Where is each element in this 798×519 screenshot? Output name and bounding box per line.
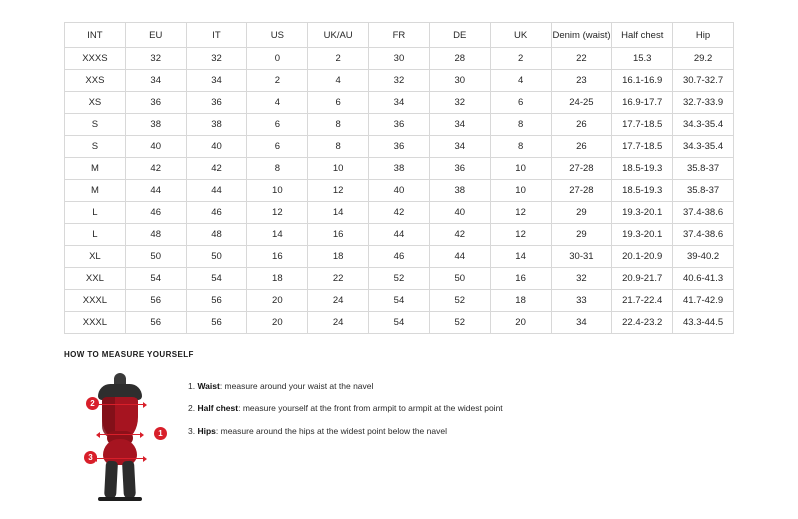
- table-cell: 16.9-17.7: [612, 92, 673, 114]
- table-cell: 52: [429, 290, 490, 312]
- table-cell: XXXL: [65, 312, 126, 334]
- half-chest-measure-arrow-icon: [97, 404, 143, 405]
- table-cell: 30-31: [551, 246, 612, 268]
- table-cell: 43.3-44.5: [673, 312, 734, 334]
- table-cell: 50: [429, 268, 490, 290]
- table-cell: 15.3: [612, 48, 673, 70]
- table-cell: 24: [308, 312, 369, 334]
- table-row: [65, 202, 734, 224]
- table-cell: 18: [308, 246, 369, 268]
- table-cell: 32: [186, 48, 247, 70]
- table-cell: 16: [308, 224, 369, 246]
- table-cell: M: [65, 158, 126, 180]
- table-cell: 23: [551, 70, 612, 92]
- table-cell: 19.3-20.1: [612, 224, 673, 246]
- table-cell: 4: [490, 70, 551, 92]
- table-cell: L: [65, 202, 126, 224]
- measure-note-term: Waist: [197, 381, 220, 391]
- table-cell: 20: [247, 312, 308, 334]
- table-cell: 35.8-37: [673, 158, 734, 180]
- table-cell: 4: [247, 92, 308, 114]
- table-cell: 19.3-20.1: [612, 202, 673, 224]
- table-cell: 2: [247, 70, 308, 92]
- table-cell: 36: [429, 158, 490, 180]
- table-cell: 40: [369, 180, 430, 202]
- size-chart-table: [64, 22, 734, 334]
- table-cell: 6: [308, 92, 369, 114]
- mannequin-figure: [64, 369, 174, 504]
- size-chart-container: [64, 22, 734, 334]
- table-cell: 48: [186, 224, 247, 246]
- table-cell: 50: [186, 246, 247, 268]
- measure-note-index: 3.: [188, 425, 196, 436]
- table-cell: 52: [369, 268, 430, 290]
- table-column-header: DE: [429, 23, 490, 48]
- table-cell: 17.7-18.5: [612, 114, 673, 136]
- table-cell: S: [65, 114, 126, 136]
- table-cell: 38: [125, 114, 186, 136]
- table-cell: 8: [247, 158, 308, 180]
- table-cell: 42: [369, 202, 430, 224]
- table-cell: 50: [125, 246, 186, 268]
- table-cell: 40: [125, 136, 186, 158]
- table-cell: 46: [125, 202, 186, 224]
- table-cell: 46: [369, 246, 430, 268]
- table-cell: 12: [490, 224, 551, 246]
- measure-note-index: 1.: [188, 381, 196, 391]
- waist-measure-arrow-icon: [100, 434, 140, 435]
- table-cell: 32.7-33.9: [673, 92, 734, 114]
- table-cell: 38: [369, 158, 430, 180]
- table-cell: XL: [65, 246, 126, 268]
- table-cell: 22: [308, 268, 369, 290]
- table-column-header: INT: [65, 23, 126, 48]
- measure-note-index: 2.: [188, 403, 196, 414]
- table-cell: 14: [490, 246, 551, 268]
- table-cell: S: [65, 136, 126, 158]
- table-header-row: [65, 23, 734, 48]
- table-cell: 40: [429, 202, 490, 224]
- table-cell: XXL: [65, 268, 126, 290]
- table-cell: 34: [369, 92, 430, 114]
- table-cell: 6: [247, 114, 308, 136]
- measure-note-text: : measure around your waist at the navel: [219, 381, 374, 391]
- table-cell: 29: [551, 224, 612, 246]
- table-cell: 20: [490, 312, 551, 334]
- table-row: [65, 290, 734, 312]
- table-cell: 42: [429, 224, 490, 246]
- table-cell: 8: [490, 114, 551, 136]
- table-cell: 26: [551, 136, 612, 158]
- table-cell: 6: [490, 92, 551, 114]
- table-cell: 29: [551, 202, 612, 224]
- measure-note-text: : measure yourself at the front from armpit to armpit at the widest point: [238, 403, 503, 414]
- table-cell: 14: [247, 224, 308, 246]
- table-cell: 38: [429, 180, 490, 202]
- table-cell: 39-40.2: [673, 246, 734, 268]
- table-column-header: Hip: [673, 23, 734, 48]
- table-cell: 22.4-23.2: [612, 312, 673, 334]
- measure-note-term: Hips: [197, 425, 216, 436]
- table-cell: XXS: [65, 70, 126, 92]
- mannequin-left-leg: [104, 461, 118, 500]
- table-row: [65, 70, 734, 92]
- table-cell: 56: [186, 312, 247, 334]
- table-cell: 10: [490, 180, 551, 202]
- table-column-header: FR: [369, 23, 430, 48]
- mannequin-stand: [98, 497, 142, 501]
- table-row: [65, 136, 734, 158]
- table-cell: 54: [369, 312, 430, 334]
- measure-note-text: : measure around the hips at the widest point below the navel: [215, 425, 447, 436]
- table-cell: 18.5-19.3: [612, 180, 673, 202]
- table-cell: 10: [490, 158, 551, 180]
- table-cell: 12: [247, 202, 308, 224]
- table-column-header: US: [247, 23, 308, 48]
- table-cell: 48: [125, 224, 186, 246]
- how-to-measure-section: [64, 350, 764, 504]
- table-cell: 32: [125, 48, 186, 70]
- table-cell: 56: [125, 312, 186, 334]
- table-column-header: UK: [490, 23, 551, 48]
- table-cell: 8: [308, 136, 369, 158]
- table-row: [65, 158, 734, 180]
- table-row: [65, 92, 734, 114]
- table-cell: 44: [369, 224, 430, 246]
- table-cell: 4: [308, 70, 369, 92]
- table-column-header: IT: [186, 23, 247, 48]
- table-cell: 2: [490, 48, 551, 70]
- table-cell: 32: [429, 92, 490, 114]
- table-cell: 30: [369, 48, 430, 70]
- table-cell: 54: [186, 268, 247, 290]
- table-cell: 42: [186, 158, 247, 180]
- table-cell: 20.9-21.7: [612, 268, 673, 290]
- table-row: [65, 312, 734, 334]
- table-cell: 20: [247, 290, 308, 312]
- table-cell: 14: [308, 202, 369, 224]
- table-cell: 24: [308, 290, 369, 312]
- table-cell: XXXS: [65, 48, 126, 70]
- table-cell: 46: [186, 202, 247, 224]
- table-cell: 10: [247, 180, 308, 202]
- table-cell: 37.4-38.6: [673, 202, 734, 224]
- badge-hips: 3: [84, 451, 97, 464]
- table-cell: 32: [551, 268, 612, 290]
- table-cell: 36: [369, 136, 430, 158]
- table-cell: L: [65, 224, 126, 246]
- table-header: [65, 23, 734, 48]
- table-column-header: EU: [125, 23, 186, 48]
- badge-half-chest: 2: [86, 397, 99, 410]
- measure-note: [188, 381, 503, 392]
- table-cell: 34: [186, 70, 247, 92]
- table-cell: 41.7-42.9: [673, 290, 734, 312]
- table-cell: 56: [125, 290, 186, 312]
- table-cell: XS: [65, 92, 126, 114]
- measure-note: [188, 426, 503, 437]
- table-cell: 34.3-35.4: [673, 136, 734, 158]
- table-column-header: UK/AU: [308, 23, 369, 48]
- table-cell: 18.5-19.3: [612, 158, 673, 180]
- measure-notes-list: [188, 369, 503, 448]
- table-cell: 8: [490, 136, 551, 158]
- table-cell: 29.2: [673, 48, 734, 70]
- measure-note-term: Half chest: [197, 403, 239, 414]
- table-cell: 34: [551, 312, 612, 334]
- table-cell: 24-25: [551, 92, 612, 114]
- table-cell: 12: [308, 180, 369, 202]
- table-cell: 36: [186, 92, 247, 114]
- table-cell: 17.7-18.5: [612, 136, 673, 158]
- table-cell: M: [65, 180, 126, 202]
- badge-waist: 1: [154, 427, 167, 440]
- table-cell: 18: [490, 290, 551, 312]
- table-cell: 34.3-35.4: [673, 114, 734, 136]
- table-row: [65, 180, 734, 202]
- table-cell: 10: [308, 158, 369, 180]
- table-cell: 27-28: [551, 180, 612, 202]
- table-cell: 16: [490, 268, 551, 290]
- table-row: [65, 224, 734, 246]
- how-to-measure-title: HOW TO MEASURE YOURSELF: [64, 350, 194, 359]
- how-to-measure-body: [64, 369, 764, 504]
- table-cell: 28: [429, 48, 490, 70]
- table-cell: 26: [551, 114, 612, 136]
- table-cell: 30.7-32.7: [673, 70, 734, 92]
- table-cell: 42: [125, 158, 186, 180]
- table-cell: 30: [429, 70, 490, 92]
- table-cell: 40: [186, 136, 247, 158]
- table-row: [65, 246, 734, 268]
- table-cell: 35.8-37: [673, 180, 734, 202]
- table-cell: 16.1-16.9: [612, 70, 673, 92]
- table-cell: 2: [308, 48, 369, 70]
- table-cell: 0: [247, 48, 308, 70]
- table-body: [65, 48, 734, 334]
- table-cell: 34: [429, 114, 490, 136]
- table-cell: 34: [429, 136, 490, 158]
- table-cell: 27-28: [551, 158, 612, 180]
- table-cell: 16: [247, 246, 308, 268]
- table-cell: 38: [186, 114, 247, 136]
- mannequin-right-leg: [122, 461, 136, 500]
- table-cell: 33: [551, 290, 612, 312]
- table-row: [65, 268, 734, 290]
- table-cell: 32: [369, 70, 430, 92]
- table-cell: 36: [125, 92, 186, 114]
- table-cell: 21.7-22.4: [612, 290, 673, 312]
- table-cell: 12: [490, 202, 551, 224]
- table-column-header: Half chest: [612, 23, 673, 48]
- table-cell: 52: [429, 312, 490, 334]
- table-cell: 18: [247, 268, 308, 290]
- table-cell: 36: [369, 114, 430, 136]
- table-cell: 20.1-20.9: [612, 246, 673, 268]
- table-cell: 54: [369, 290, 430, 312]
- table-cell: 34: [125, 70, 186, 92]
- table-column-header: Denim (waist): [551, 23, 612, 48]
- table-cell: 6: [247, 136, 308, 158]
- table-cell: 22: [551, 48, 612, 70]
- table-cell: 56: [186, 290, 247, 312]
- table-cell: 37.4-38.6: [673, 224, 734, 246]
- table-cell: 44: [125, 180, 186, 202]
- table-cell: 8: [308, 114, 369, 136]
- table-cell: 44: [186, 180, 247, 202]
- table-row: [65, 114, 734, 136]
- table-cell: 44: [429, 246, 490, 268]
- table-cell: 40.6-41.3: [673, 268, 734, 290]
- measure-note: [188, 403, 503, 414]
- table-cell: XXXL: [65, 290, 126, 312]
- table-row: [65, 48, 734, 70]
- table-cell: 54: [125, 268, 186, 290]
- hips-measure-arrow-icon: [97, 458, 143, 459]
